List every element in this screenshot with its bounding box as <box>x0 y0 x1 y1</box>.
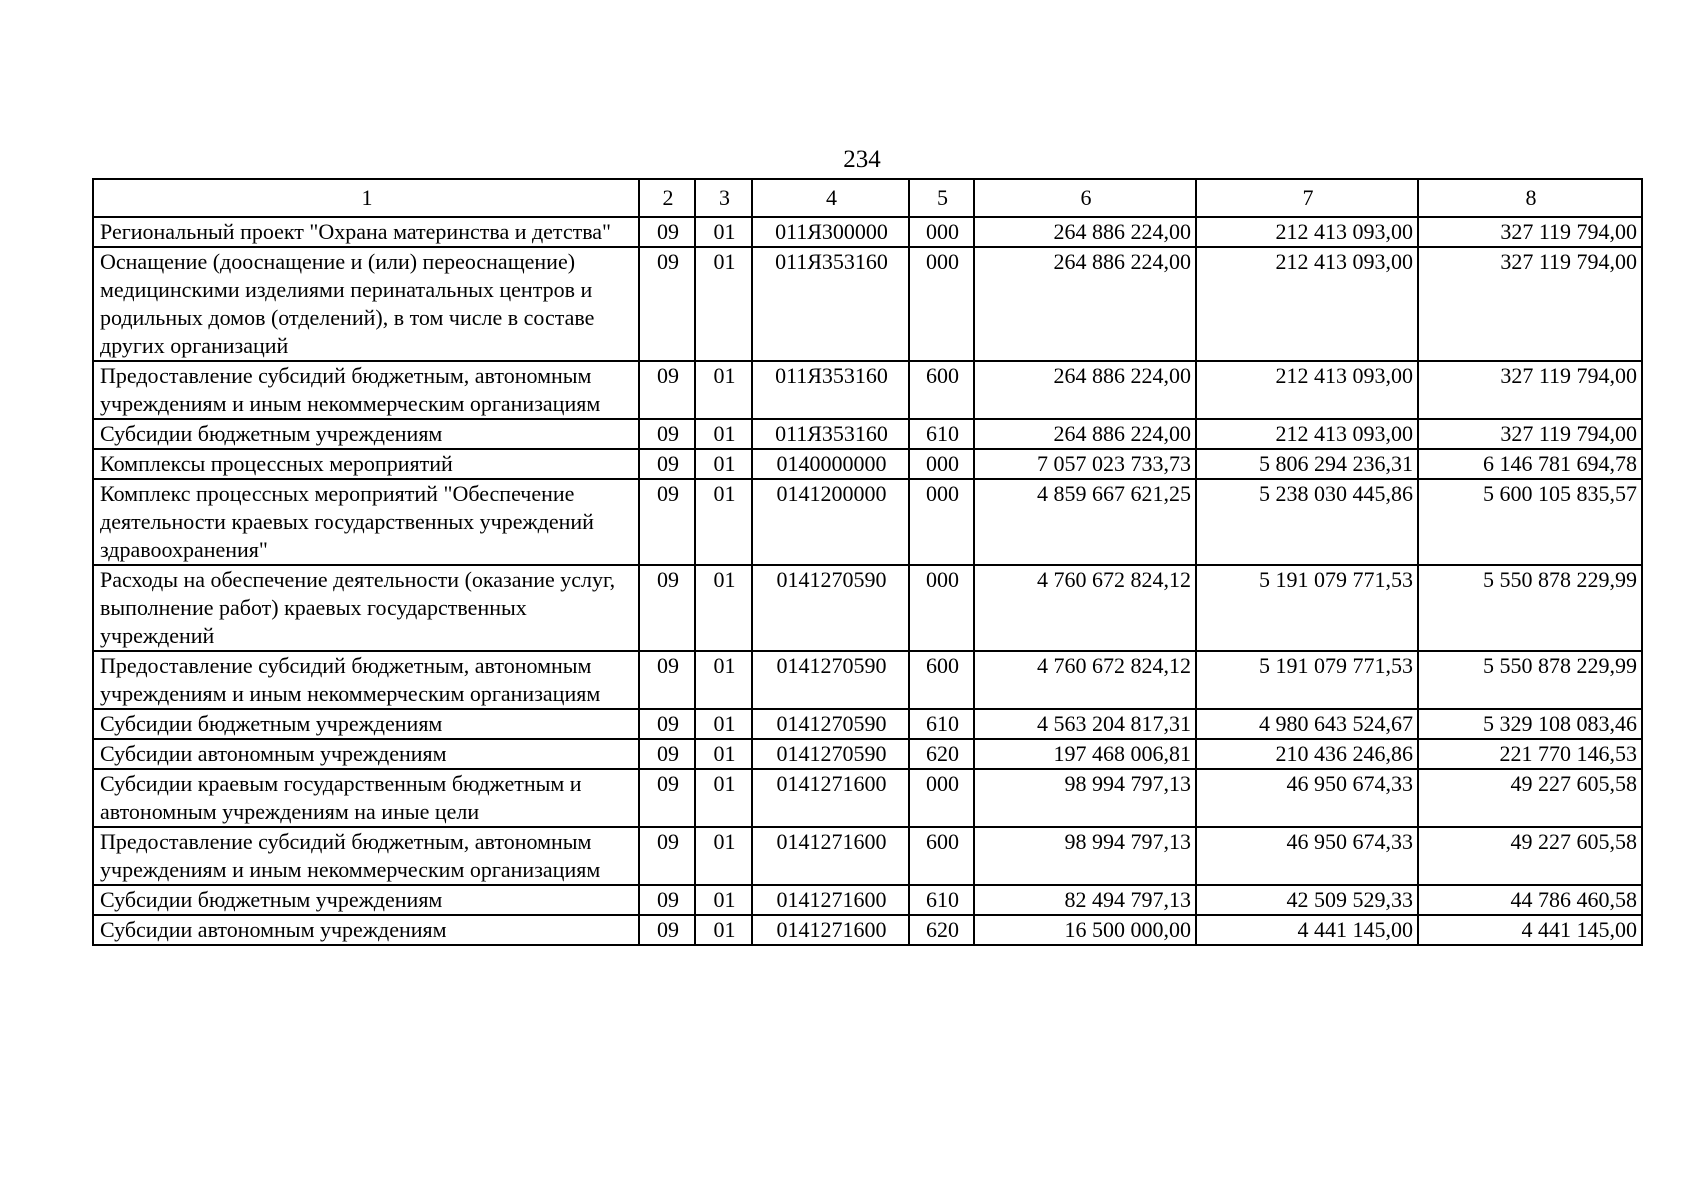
cell-target-code: 011Я353160 <box>752 247 909 361</box>
cell-subsection: 01 <box>695 739 752 769</box>
table-body <box>93 217 1642 945</box>
row-name: Региональный проект "Охрана материнства и детства" <box>93 217 639 247</box>
cell-section: 09 <box>639 885 695 915</box>
cell-amount-8: 49 227 605,58 <box>1418 827 1642 885</box>
table-row <box>93 769 1642 827</box>
table-row <box>93 479 1642 565</box>
cell-section: 09 <box>639 651 695 709</box>
cell-amount-6: 264 886 224,00 <box>974 419 1196 449</box>
row-name: Предоставление субсидий бюджетным, автономным учреждениям и иным некоммерческим организациям <box>93 651 639 709</box>
table-row <box>93 247 1642 361</box>
page-number: 234 <box>843 146 881 173</box>
cell-subsection: 01 <box>695 915 752 945</box>
cell-amount-7: 46 950 674,33 <box>1196 769 1418 827</box>
cell-expense-type: 000 <box>909 769 974 827</box>
cell-target-code: 0140000000 <box>752 449 909 479</box>
cell-expense-type: 000 <box>909 479 974 565</box>
table-row <box>93 651 1642 709</box>
cell-expense-type: 610 <box>909 885 974 915</box>
cell-amount-8: 327 119 794,00 <box>1418 419 1642 449</box>
cell-subsection: 01 <box>695 885 752 915</box>
cell-subsection: 01 <box>695 769 752 827</box>
cell-target-code: 011Я353160 <box>752 361 909 419</box>
cell-subsection: 01 <box>695 709 752 739</box>
cell-expense-type: 600 <box>909 651 974 709</box>
cell-amount-8: 4 441 145,00 <box>1418 915 1642 945</box>
cell-subsection: 01 <box>695 247 752 361</box>
row-name: Комплекс процессных мероприятий "Обеспечение деятельности краевых государственных учреждений здравоохранения" <box>93 479 639 565</box>
cell-subsection: 01 <box>695 827 752 885</box>
table-row <box>93 915 1642 945</box>
table-row <box>93 361 1642 419</box>
cell-section: 09 <box>639 827 695 885</box>
cell-target-code: 0141270590 <box>752 565 909 651</box>
cell-amount-8: 5 550 878 229,99 <box>1418 565 1642 651</box>
cell-amount-6: 16 500 000,00 <box>974 915 1196 945</box>
cell-expense-type: 000 <box>909 247 974 361</box>
cell-section: 09 <box>639 565 695 651</box>
cell-target-code: 0141270590 <box>752 739 909 769</box>
cell-amount-6: 264 886 224,00 <box>974 361 1196 419</box>
cell-subsection: 01 <box>695 449 752 479</box>
cell-subsection: 01 <box>695 651 752 709</box>
table-row <box>93 709 1642 739</box>
column-header: 4 <box>752 179 909 217</box>
table-row <box>93 419 1642 449</box>
cell-target-code: 0141271600 <box>752 915 909 945</box>
cell-amount-7: 46 950 674,33 <box>1196 827 1418 885</box>
header-row <box>93 179 1642 217</box>
cell-amount-7: 212 413 093,00 <box>1196 247 1418 361</box>
cell-amount-8: 5 329 108 083,46 <box>1418 709 1642 739</box>
cell-amount-6: 4 563 204 817,31 <box>974 709 1196 739</box>
cell-amount-6: 7 057 023 733,73 <box>974 449 1196 479</box>
row-name: Оснащение (дооснащение и (или) переоснащение) медицинскими изделиями перинатальных центров и родильных домов (отделений), в том числе в составе других организаций <box>93 247 639 361</box>
cell-subsection: 01 <box>695 419 752 449</box>
cell-section: 09 <box>639 361 695 419</box>
cell-amount-8: 5 550 878 229,99 <box>1418 651 1642 709</box>
cell-section: 09 <box>639 709 695 739</box>
row-name: Предоставление субсидий бюджетным, автономным учреждениям и иным некоммерческим организациям <box>93 361 639 419</box>
cell-amount-7: 5 191 079 771,53 <box>1196 651 1418 709</box>
cell-amount-7: 4 980 643 524,67 <box>1196 709 1418 739</box>
row-name: Субсидии краевым государственным бюджетным и автономным учреждениям на иные цели <box>93 769 639 827</box>
column-header: 5 <box>909 179 974 217</box>
cell-amount-8: 5 600 105 835,57 <box>1418 479 1642 565</box>
table-row <box>93 449 1642 479</box>
cell-section: 09 <box>639 419 695 449</box>
cell-amount-6: 4 760 672 824,12 <box>974 565 1196 651</box>
cell-amount-7: 212 413 093,00 <box>1196 419 1418 449</box>
cell-section: 09 <box>639 769 695 827</box>
column-header: 7 <box>1196 179 1418 217</box>
cell-target-code: 011Я300000 <box>752 217 909 247</box>
column-header: 1 <box>93 179 639 217</box>
row-name: Комплексы процессных мероприятий <box>93 449 639 479</box>
cell-section: 09 <box>639 479 695 565</box>
cell-amount-7: 5 191 079 771,53 <box>1196 565 1418 651</box>
cell-expense-type: 610 <box>909 709 974 739</box>
cell-amount-6: 264 886 224,00 <box>974 247 1196 361</box>
budget-table <box>92 178 1643 946</box>
cell-amount-8: 6 146 781 694,78 <box>1418 449 1642 479</box>
cell-target-code: 0141200000 <box>752 479 909 565</box>
row-name: Субсидии бюджетным учреждениям <box>93 419 639 449</box>
table-row <box>93 217 1642 247</box>
cell-amount-7: 4 441 145,00 <box>1196 915 1418 945</box>
cell-amount-7: 5 238 030 445,86 <box>1196 479 1418 565</box>
cell-amount-6: 82 494 797,13 <box>974 885 1196 915</box>
cell-section: 09 <box>639 739 695 769</box>
row-name: Субсидии автономным учреждениям <box>93 915 639 945</box>
cell-target-code: 0141271600 <box>752 827 909 885</box>
column-header: 8 <box>1418 179 1642 217</box>
cell-amount-7: 42 509 529,33 <box>1196 885 1418 915</box>
cell-target-code: 0141270590 <box>752 709 909 739</box>
cell-target-code: 0141271600 <box>752 885 909 915</box>
cell-subsection: 01 <box>695 565 752 651</box>
cell-expense-type: 620 <box>909 739 974 769</box>
cell-amount-8: 49 227 605,58 <box>1418 769 1642 827</box>
column-header: 3 <box>695 179 752 217</box>
cell-subsection: 01 <box>695 217 752 247</box>
cell-amount-6: 197 468 006,81 <box>974 739 1196 769</box>
row-name: Субсидии автономным учреждениям <box>93 739 639 769</box>
cell-target-code: 011Я353160 <box>752 419 909 449</box>
table-row <box>93 885 1642 915</box>
cell-expense-type: 600 <box>909 361 974 419</box>
row-name: Субсидии бюджетным учреждениям <box>93 709 639 739</box>
cell-section: 09 <box>639 217 695 247</box>
cell-amount-7: 212 413 093,00 <box>1196 217 1418 247</box>
cell-target-code: 0141270590 <box>752 651 909 709</box>
cell-amount-7: 210 436 246,86 <box>1196 739 1418 769</box>
cell-expense-type: 610 <box>909 419 974 449</box>
column-header: 2 <box>639 179 695 217</box>
row-name: Субсидии бюджетным учреждениям <box>93 885 639 915</box>
row-name: Расходы на обеспечение деятельности (оказание услуг, выполнение работ) краевых государственных учреждений <box>93 565 639 651</box>
cell-amount-6: 4 760 672 824,12 <box>974 651 1196 709</box>
cell-expense-type: 000 <box>909 565 974 651</box>
cell-amount-8: 221 770 146,53 <box>1418 739 1642 769</box>
cell-amount-6: 4 859 667 621,25 <box>974 479 1196 565</box>
cell-expense-type: 620 <box>909 915 974 945</box>
cell-subsection: 01 <box>695 479 752 565</box>
cell-amount-7: 212 413 093,00 <box>1196 361 1418 419</box>
cell-target-code: 0141271600 <box>752 769 909 827</box>
cell-amount-8: 44 786 460,58 <box>1418 885 1642 915</box>
table-row <box>93 739 1642 769</box>
cell-amount-6: 264 886 224,00 <box>974 217 1196 247</box>
cell-amount-8: 327 119 794,00 <box>1418 217 1642 247</box>
row-name: Предоставление субсидий бюджетным, автономным учреждениям и иным некоммерческим организациям <box>93 827 639 885</box>
cell-amount-8: 327 119 794,00 <box>1418 247 1642 361</box>
cell-amount-6: 98 994 797,13 <box>974 827 1196 885</box>
cell-section: 09 <box>639 247 695 361</box>
cell-expense-type: 000 <box>909 217 974 247</box>
cell-amount-8: 327 119 794,00 <box>1418 361 1642 419</box>
cell-expense-type: 600 <box>909 827 974 885</box>
cell-amount-6: 98 994 797,13 <box>974 769 1196 827</box>
cell-subsection: 01 <box>695 361 752 419</box>
cell-section: 09 <box>639 915 695 945</box>
cell-amount-7: 5 806 294 236,31 <box>1196 449 1418 479</box>
cell-expense-type: 000 <box>909 449 974 479</box>
table-row <box>93 827 1642 885</box>
table-row <box>93 565 1642 651</box>
column-header: 6 <box>974 179 1196 217</box>
cell-section: 09 <box>639 449 695 479</box>
